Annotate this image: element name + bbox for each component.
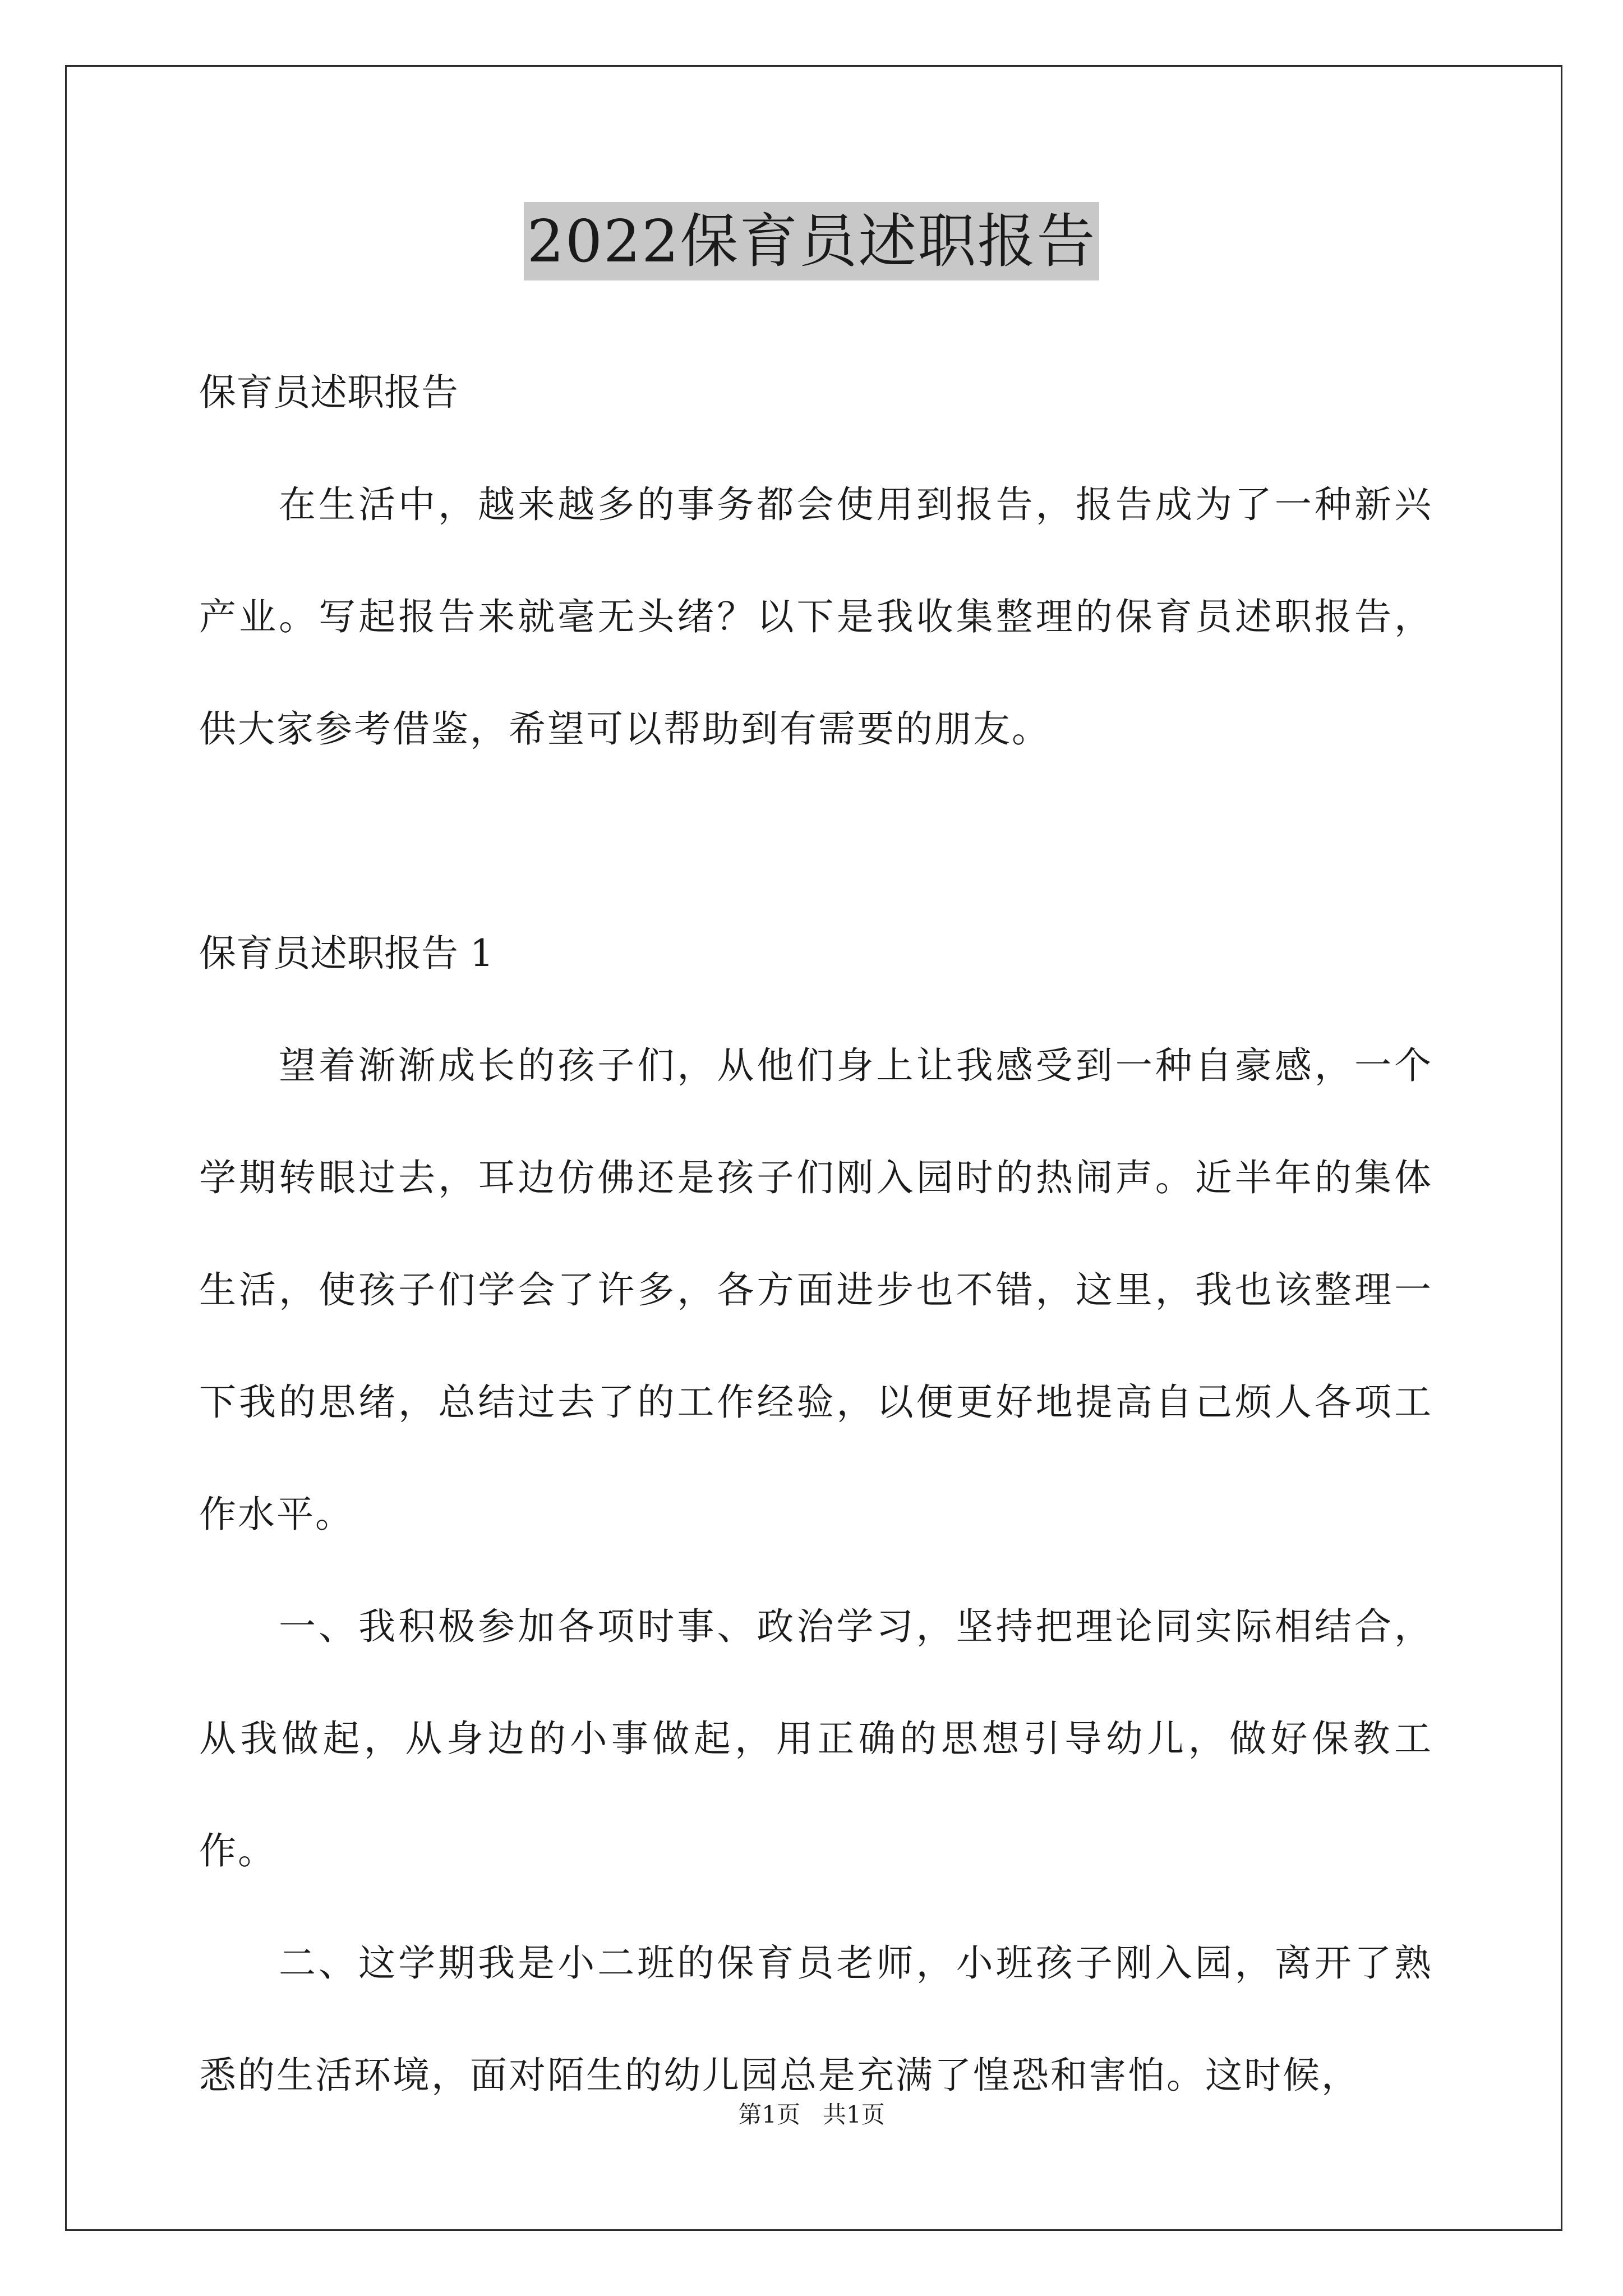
blank-line xyxy=(199,785,1433,898)
body-paragraph: 一、我积极参加各项时事、政治学习，坚持把理论同实际相结合，从我做起，从身边的小事做起，用正确的思想引导幼儿，做好保教工作。 xyxy=(199,1605,1433,1872)
body-paragraph: 二、这学期我是小二班的保育员老师，小班孩子刚入园，离开了熟悉的生活环境，面对陌生的幼儿园总是充满了惶恐和害怕。这时候， xyxy=(199,1941,1433,2097)
document-body xyxy=(199,337,1433,2132)
document-title-block xyxy=(0,202,1623,280)
body-paragraph: 望着渐渐成长的孩子们，从他们身上让我感受到一种自豪感，一个学期转眼过去，耳边仿佛还是孩子们刚入园时的热闹声。近半年的集体生活，使孩子们学会了许多，各方面进步也不错，这里，我也该整理一下我的思绪，总结过去了的工作经验，以便更好地提高自己烦人各项工作水平。 xyxy=(199,1044,1433,1536)
page-footer: 第1页 共1页 xyxy=(738,2101,885,2128)
intro-heading: 保育员述职报告 xyxy=(199,371,458,414)
document-title: 2022保育员述职报告 xyxy=(524,202,1100,280)
intro-paragraph: 在生活中，越来越多的事务都会使用到报告，报告成为了一种新兴产业。写起报告来就毫无头绪？以下是我收集整理的保育员述职报告，供大家参考借鉴，希望可以帮助到有需要的朋友。 xyxy=(199,483,1433,751)
section-heading: 保育员述职报告 1 xyxy=(199,932,494,975)
